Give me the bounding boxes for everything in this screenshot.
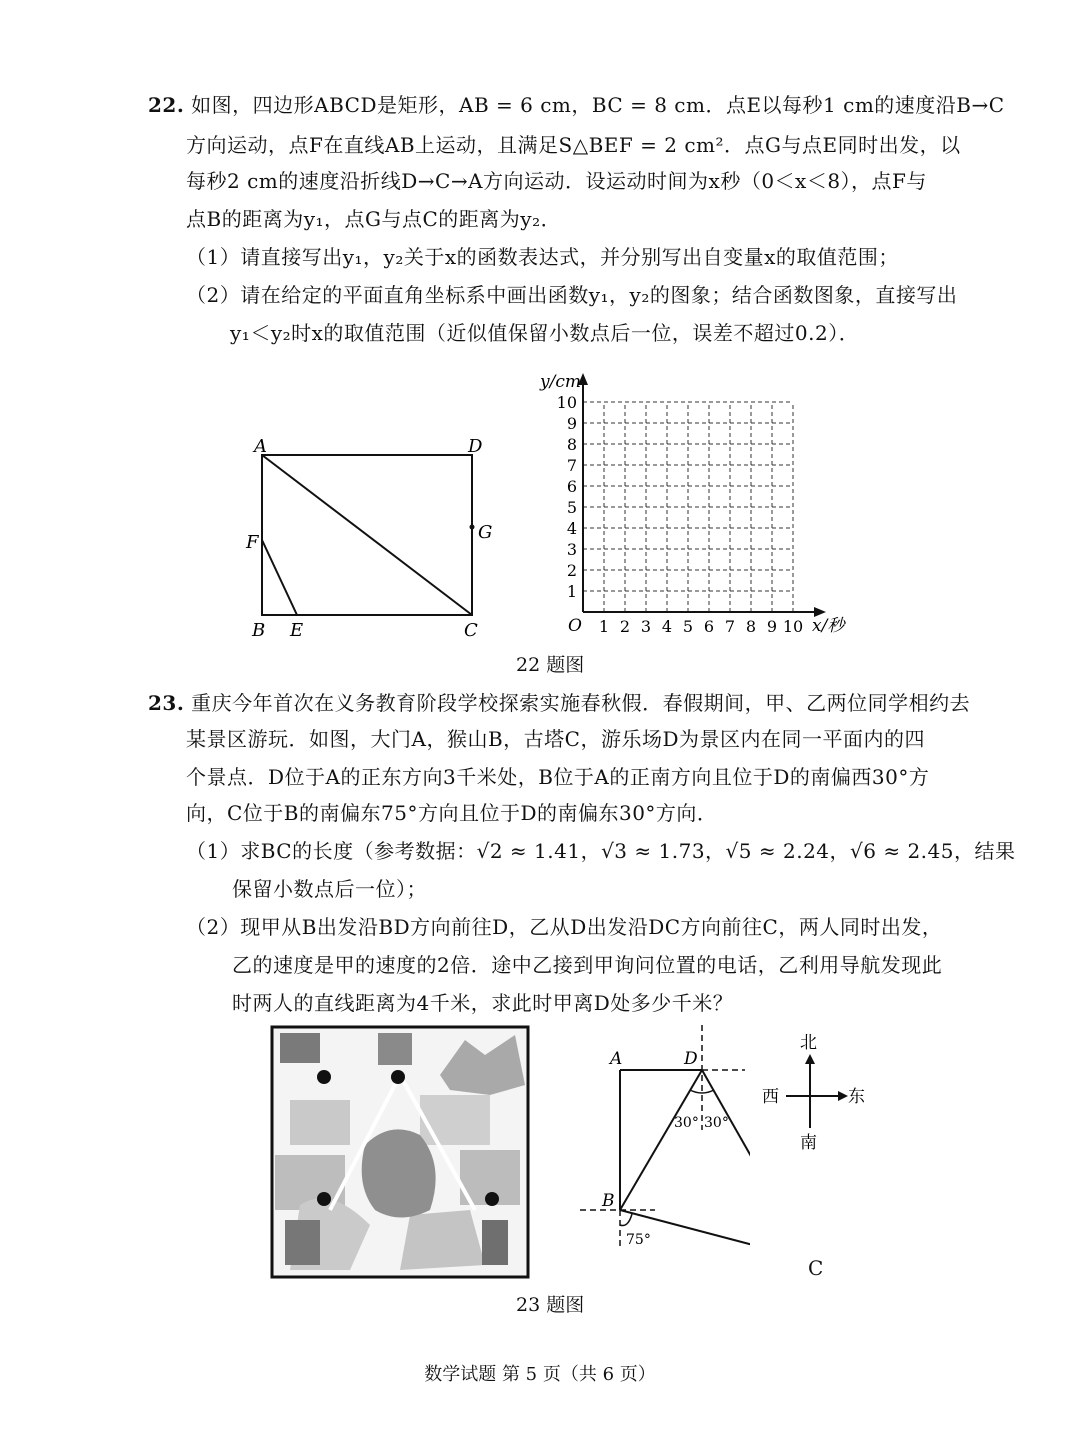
q22-sub2-a: （2）请在给定的平面直角坐标系中画出函数y₁，y₂的图象；结合函数图象，直接写出 (186, 283, 958, 307)
q22-text-4: 点B的距离为y₁，点G与点C的距离为y₂． (186, 207, 562, 231)
q22-number: 22. (148, 93, 185, 117)
q22-text-1: 如图，四边形ABCD是矩形，AB = 6 cm，BC = 8 cm．点E以每秒1 cm的速度沿B→C (191, 93, 1005, 117)
x-tick-label: 8 (745, 617, 757, 636)
amusement-icon (285, 1220, 320, 1265)
rect-label-b: B (252, 620, 266, 641)
rect-label-c: C (464, 620, 478, 641)
x-tick-label: 7 (724, 617, 736, 636)
x-tick-label: 9 (766, 617, 778, 636)
compass-south: 南 (800, 1133, 817, 1153)
q22-caption: 22 题图 (516, 654, 585, 676)
y-tick-label: 5 (566, 498, 577, 517)
y-tick-label: 2 (566, 561, 577, 580)
q23-text-3: 个景点．D位于A的正东方向3千米处，B位于A的正南方向且位于D的南偏西30°方 (186, 765, 930, 789)
y-tick-label: 8 (566, 435, 577, 454)
diagram-label-a: A (610, 1049, 623, 1069)
q22-text-3: 每秒2 cm的速度沿折线D→C→A方向运动．设运动时间为x秒（0＜x＜8），点F与 (186, 169, 927, 193)
y-tick-label: 4 (566, 519, 577, 538)
y-tick-labels (557, 393, 577, 601)
east-arrow-icon (838, 1091, 848, 1101)
monkey-icon (378, 1033, 412, 1065)
q23-text-1: 重庆今年首次在义务教育阶段学校探索实施春秋假．春假期间，甲、乙两位同学相约去 (191, 691, 971, 715)
y-tick-label: 9 (566, 414, 577, 433)
grid-lines (583, 402, 793, 612)
q22-coordinate-grid (530, 365, 850, 645)
y-tick-label: 10 (556, 393, 577, 412)
q23-number: 23. (148, 691, 185, 715)
rect-label-d: D (468, 436, 483, 457)
compass-east: 东 (848, 1087, 865, 1107)
x-tick-labels (599, 617, 803, 636)
q23-text-2: 某景区游玩．如图，大门A，猴山B，古塔C，游乐场D为景区内在同一平面内的四 (186, 727, 925, 751)
rect-label-f: F (246, 532, 259, 553)
x-tick-label: 6 (703, 617, 715, 636)
q22-sub2-b: y₁＜y₂时x的取值范围（近似值保留小数点后一位，误差不超过0.2）． (230, 321, 860, 345)
q22-line-1 (148, 90, 1005, 120)
angle-30-left: 30° (674, 1115, 699, 1131)
angle-30-right: 30° (704, 1115, 729, 1131)
x-tick-label: 2 (619, 617, 631, 636)
grid-y-label: y/cm (540, 372, 581, 392)
diagram-label-c: C (808, 1256, 824, 1280)
compass-west: 西 (762, 1087, 779, 1107)
page-footer: 数学试题 第 5 页（共 6 页） (424, 1364, 656, 1385)
compass-north: 北 (800, 1033, 817, 1053)
rect-label-g: G (478, 522, 493, 543)
grid-x-label: x/秒 (812, 616, 845, 636)
rect-label-a: A (254, 436, 267, 457)
q22-text-2: 方向运动，点F在直线AB上运动，且满足S△BEF = 2 cm²．点G与点E同时出发，以 (186, 133, 961, 157)
rect-label-e: E (290, 620, 304, 641)
x-tick-label: 1 (598, 617, 610, 636)
x-tick-label: 10 (782, 617, 804, 636)
north-arrow-icon (805, 1054, 815, 1064)
q23-sub2-c: 时两人的直线距离为4千米，求此时甲离D处多少千米？ (232, 991, 734, 1015)
q23-sub1-a: （1）求BC的长度（参考数据：√2 ≈ 1.41，√3 ≈ 1.73，√5 ≈ 2.24，√6 ≈ 2.45，结果 (186, 839, 1016, 863)
grid-axes (578, 373, 826, 617)
grid-origin: O (568, 616, 582, 636)
y-tick-label: 7 (566, 456, 577, 475)
compass-rose (760, 1030, 870, 1155)
x-tick-label: 3 (640, 617, 652, 636)
y-tick-label: 3 (566, 540, 577, 559)
angle-75: 75° (626, 1232, 651, 1248)
q22-sub1: （1）请直接写出y₁，y₂关于x的函数表达式，并分别写出自变量x的取值范围； (186, 245, 899, 269)
y-tick-label: 1 (566, 582, 577, 601)
diagram-label-d: D (684, 1049, 698, 1069)
x-tick-label: 5 (682, 617, 694, 636)
q23-sub2-b: 乙的速度是甲的速度的2倍．途中乙接到甲询问位置的电话，乙利用导航发现此 (232, 953, 943, 977)
pagoda-icon (482, 1220, 508, 1265)
q23-geometry-diagram (580, 1020, 750, 1290)
q22-rectangle-diagram (240, 430, 510, 645)
q23-sub1-b: 保留小数点后一位）； (232, 877, 427, 901)
q23-text-4: 向，C位于B的南偏东75°方向且位于D的南偏东30°方向． (186, 801, 718, 825)
diagram-label-b: B (602, 1191, 615, 1211)
q23-caption: 23 题图 (516, 1294, 585, 1316)
scenic-area-map-illustration (270, 1025, 530, 1280)
q23-sub2-a: （2）现甲从B出发沿BD方向前往D，乙从D出发沿DC方向前往C，两人同时出发， (186, 915, 943, 939)
x-tick-label: 4 (661, 617, 673, 636)
gate-icon (280, 1033, 320, 1063)
q23-line-1 (148, 688, 970, 718)
y-tick-label: 6 (566, 477, 577, 496)
